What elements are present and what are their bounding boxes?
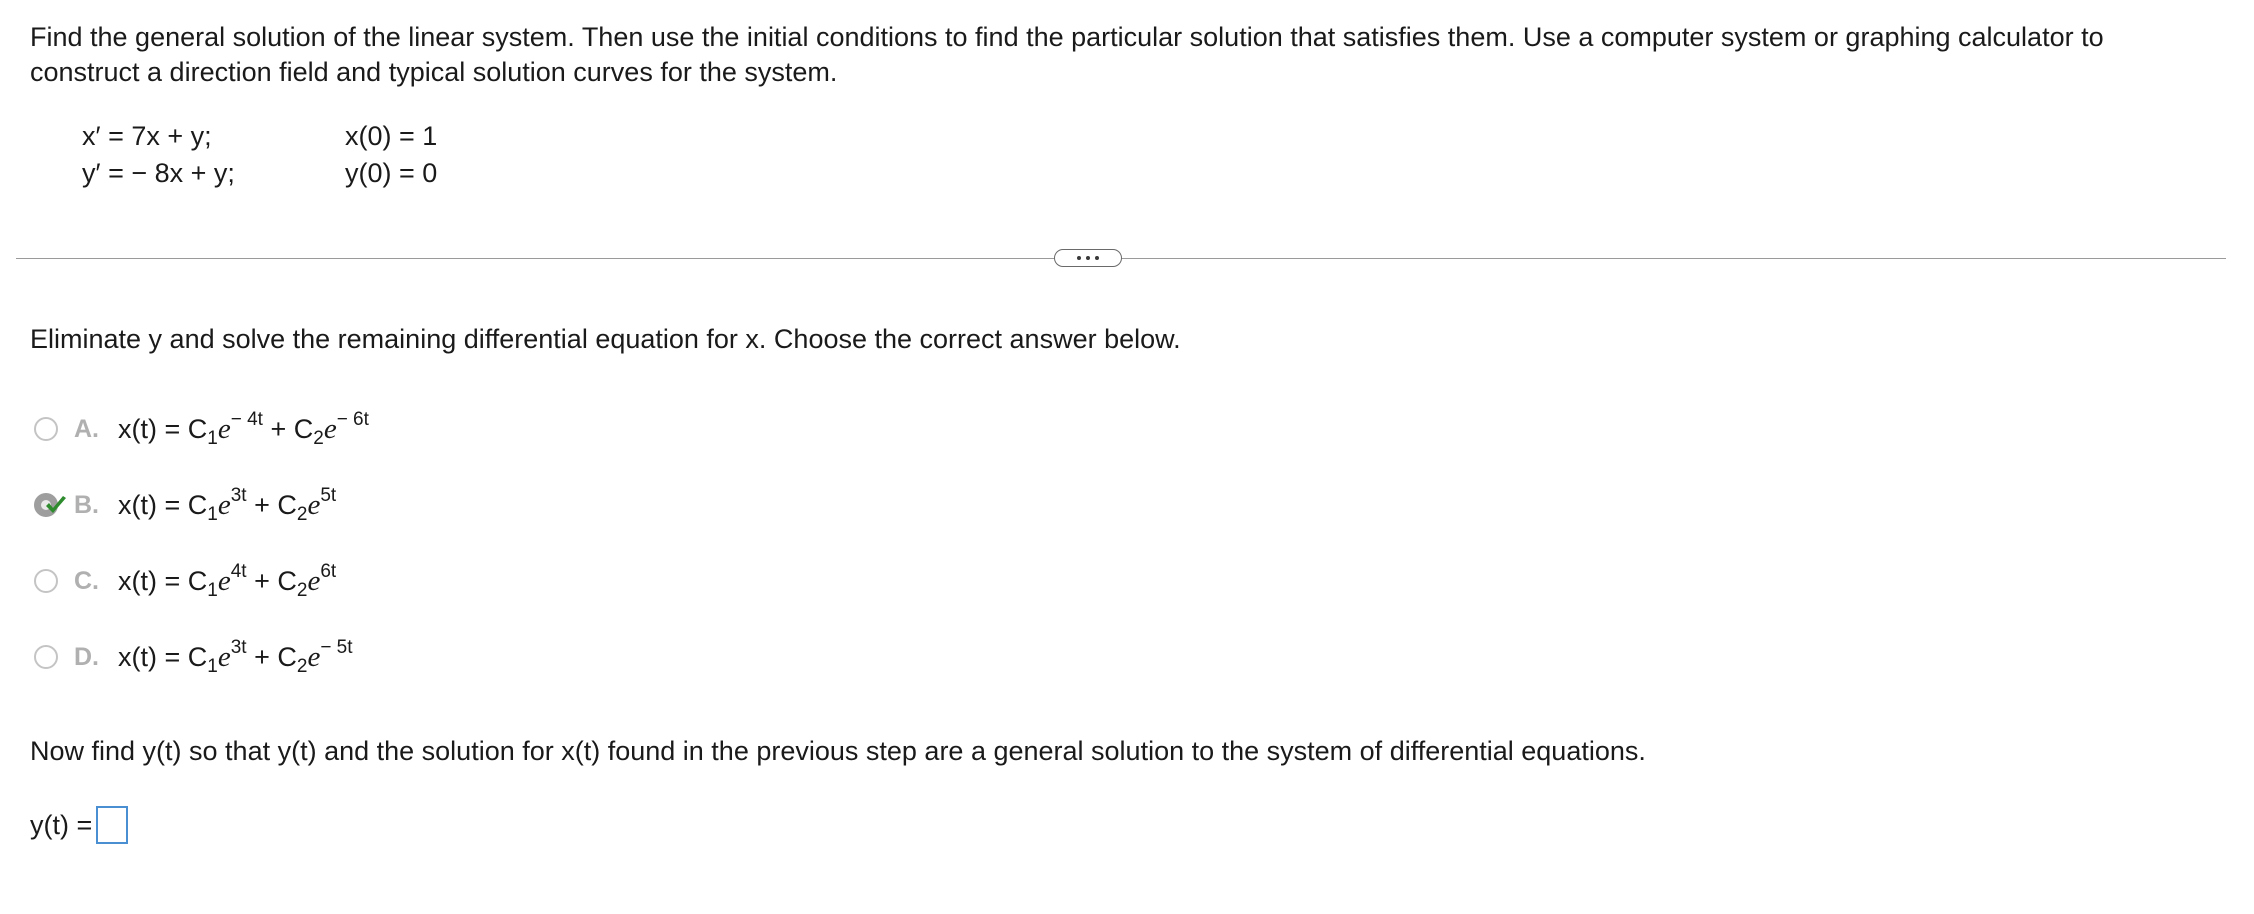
subscript-2: 2 xyxy=(296,655,308,677)
exponential-base: e xyxy=(307,640,321,673)
expand-more-button[interactable] xyxy=(1054,249,1122,267)
option-c[interactable] xyxy=(30,558,336,604)
step2-instruction: Now find y(t) so that y(t) and the solution for x(t) found in the previous step are a general solution to the system of differential equations. xyxy=(30,736,1646,766)
problem-statement: Find the general solution of the linear system. Then use the initial conditions to find the particular solution that satisfies them. Use a computer system or graphing calculator to construct a direction field and typical solution curves for the system. xyxy=(30,22,2104,87)
exponent-2: − 6t xyxy=(336,408,369,430)
expression-lhs: x(t) = C xyxy=(118,413,208,444)
equation-y: y′ = − 8x + y; xyxy=(82,158,235,188)
option-expression xyxy=(118,484,337,525)
radio-wrapper xyxy=(30,493,58,517)
option-letter: B. xyxy=(74,490,99,519)
expression-lhs: x(t) = C xyxy=(118,641,208,672)
expression-plus: + C xyxy=(246,565,297,596)
radio-button[interactable] xyxy=(34,417,58,441)
exponential-base: e xyxy=(307,564,321,597)
option-expression xyxy=(118,560,337,601)
option-b[interactable] xyxy=(30,482,336,528)
initial-condition-x: x(0) = 1 xyxy=(345,121,438,151)
radio-wrapper xyxy=(30,417,58,441)
radio-wrapper xyxy=(30,569,58,593)
radio-wrapper xyxy=(30,645,58,669)
step1-instruction: Eliminate y and solve the remaining differential equation for x. Choose the correct answer below. xyxy=(30,324,1181,354)
answer-label: y(t) = xyxy=(30,809,93,840)
expression-plus: + C xyxy=(262,413,314,444)
subscript-2: 2 xyxy=(313,427,324,449)
subscript-1: 1 xyxy=(207,427,218,449)
subscript-2: 2 xyxy=(296,503,308,525)
expression-lhs: x(t) = C xyxy=(118,489,208,520)
exponential-base: e xyxy=(307,488,321,521)
dot-icon xyxy=(1077,256,1081,260)
initial-condition-y: y(0) = 0 xyxy=(345,158,438,188)
option-expression xyxy=(118,408,369,449)
exponential-base: e xyxy=(217,488,231,521)
expression-lhs: x(t) = C xyxy=(118,565,208,596)
option-letter: D. xyxy=(74,642,99,671)
exponent-1: − 4t xyxy=(230,408,263,430)
exponent-1: 3t xyxy=(230,484,247,506)
option-expression xyxy=(118,636,353,677)
subscript-2: 2 xyxy=(296,579,308,601)
dot-icon xyxy=(1095,256,1099,260)
option-a[interactable] xyxy=(30,406,369,452)
answer-row xyxy=(30,806,128,844)
subscript-1: 1 xyxy=(207,503,218,525)
subscript-1: 1 xyxy=(207,579,218,601)
option-letter: A. xyxy=(74,414,99,443)
y-answer-input[interactable] xyxy=(96,806,128,844)
radio-button[interactable] xyxy=(34,569,58,593)
initial-conditions xyxy=(345,118,437,192)
exponent-2: 6t xyxy=(320,560,337,582)
expression-plus: + C xyxy=(246,641,297,672)
dot-icon xyxy=(1086,256,1090,260)
subscript-1: 1 xyxy=(207,655,218,677)
exponential-base: e xyxy=(323,412,337,445)
option-d[interactable] xyxy=(30,634,353,680)
exponential-base: e xyxy=(217,412,231,445)
option-letter: C. xyxy=(74,566,99,595)
exponent-2: − 5t xyxy=(320,636,353,658)
equation-x: x′ = 7x + y; xyxy=(82,121,212,151)
exponential-base: e xyxy=(217,640,231,673)
exponent-1: 3t xyxy=(230,636,247,658)
checkmark-icon xyxy=(44,495,68,517)
exponent-2: 5t xyxy=(320,484,337,506)
exponent-1: 4t xyxy=(230,560,247,582)
exponential-base: e xyxy=(217,564,231,597)
system-equations xyxy=(82,118,235,192)
radio-button[interactable] xyxy=(34,645,58,669)
expression-plus: + C xyxy=(246,489,297,520)
